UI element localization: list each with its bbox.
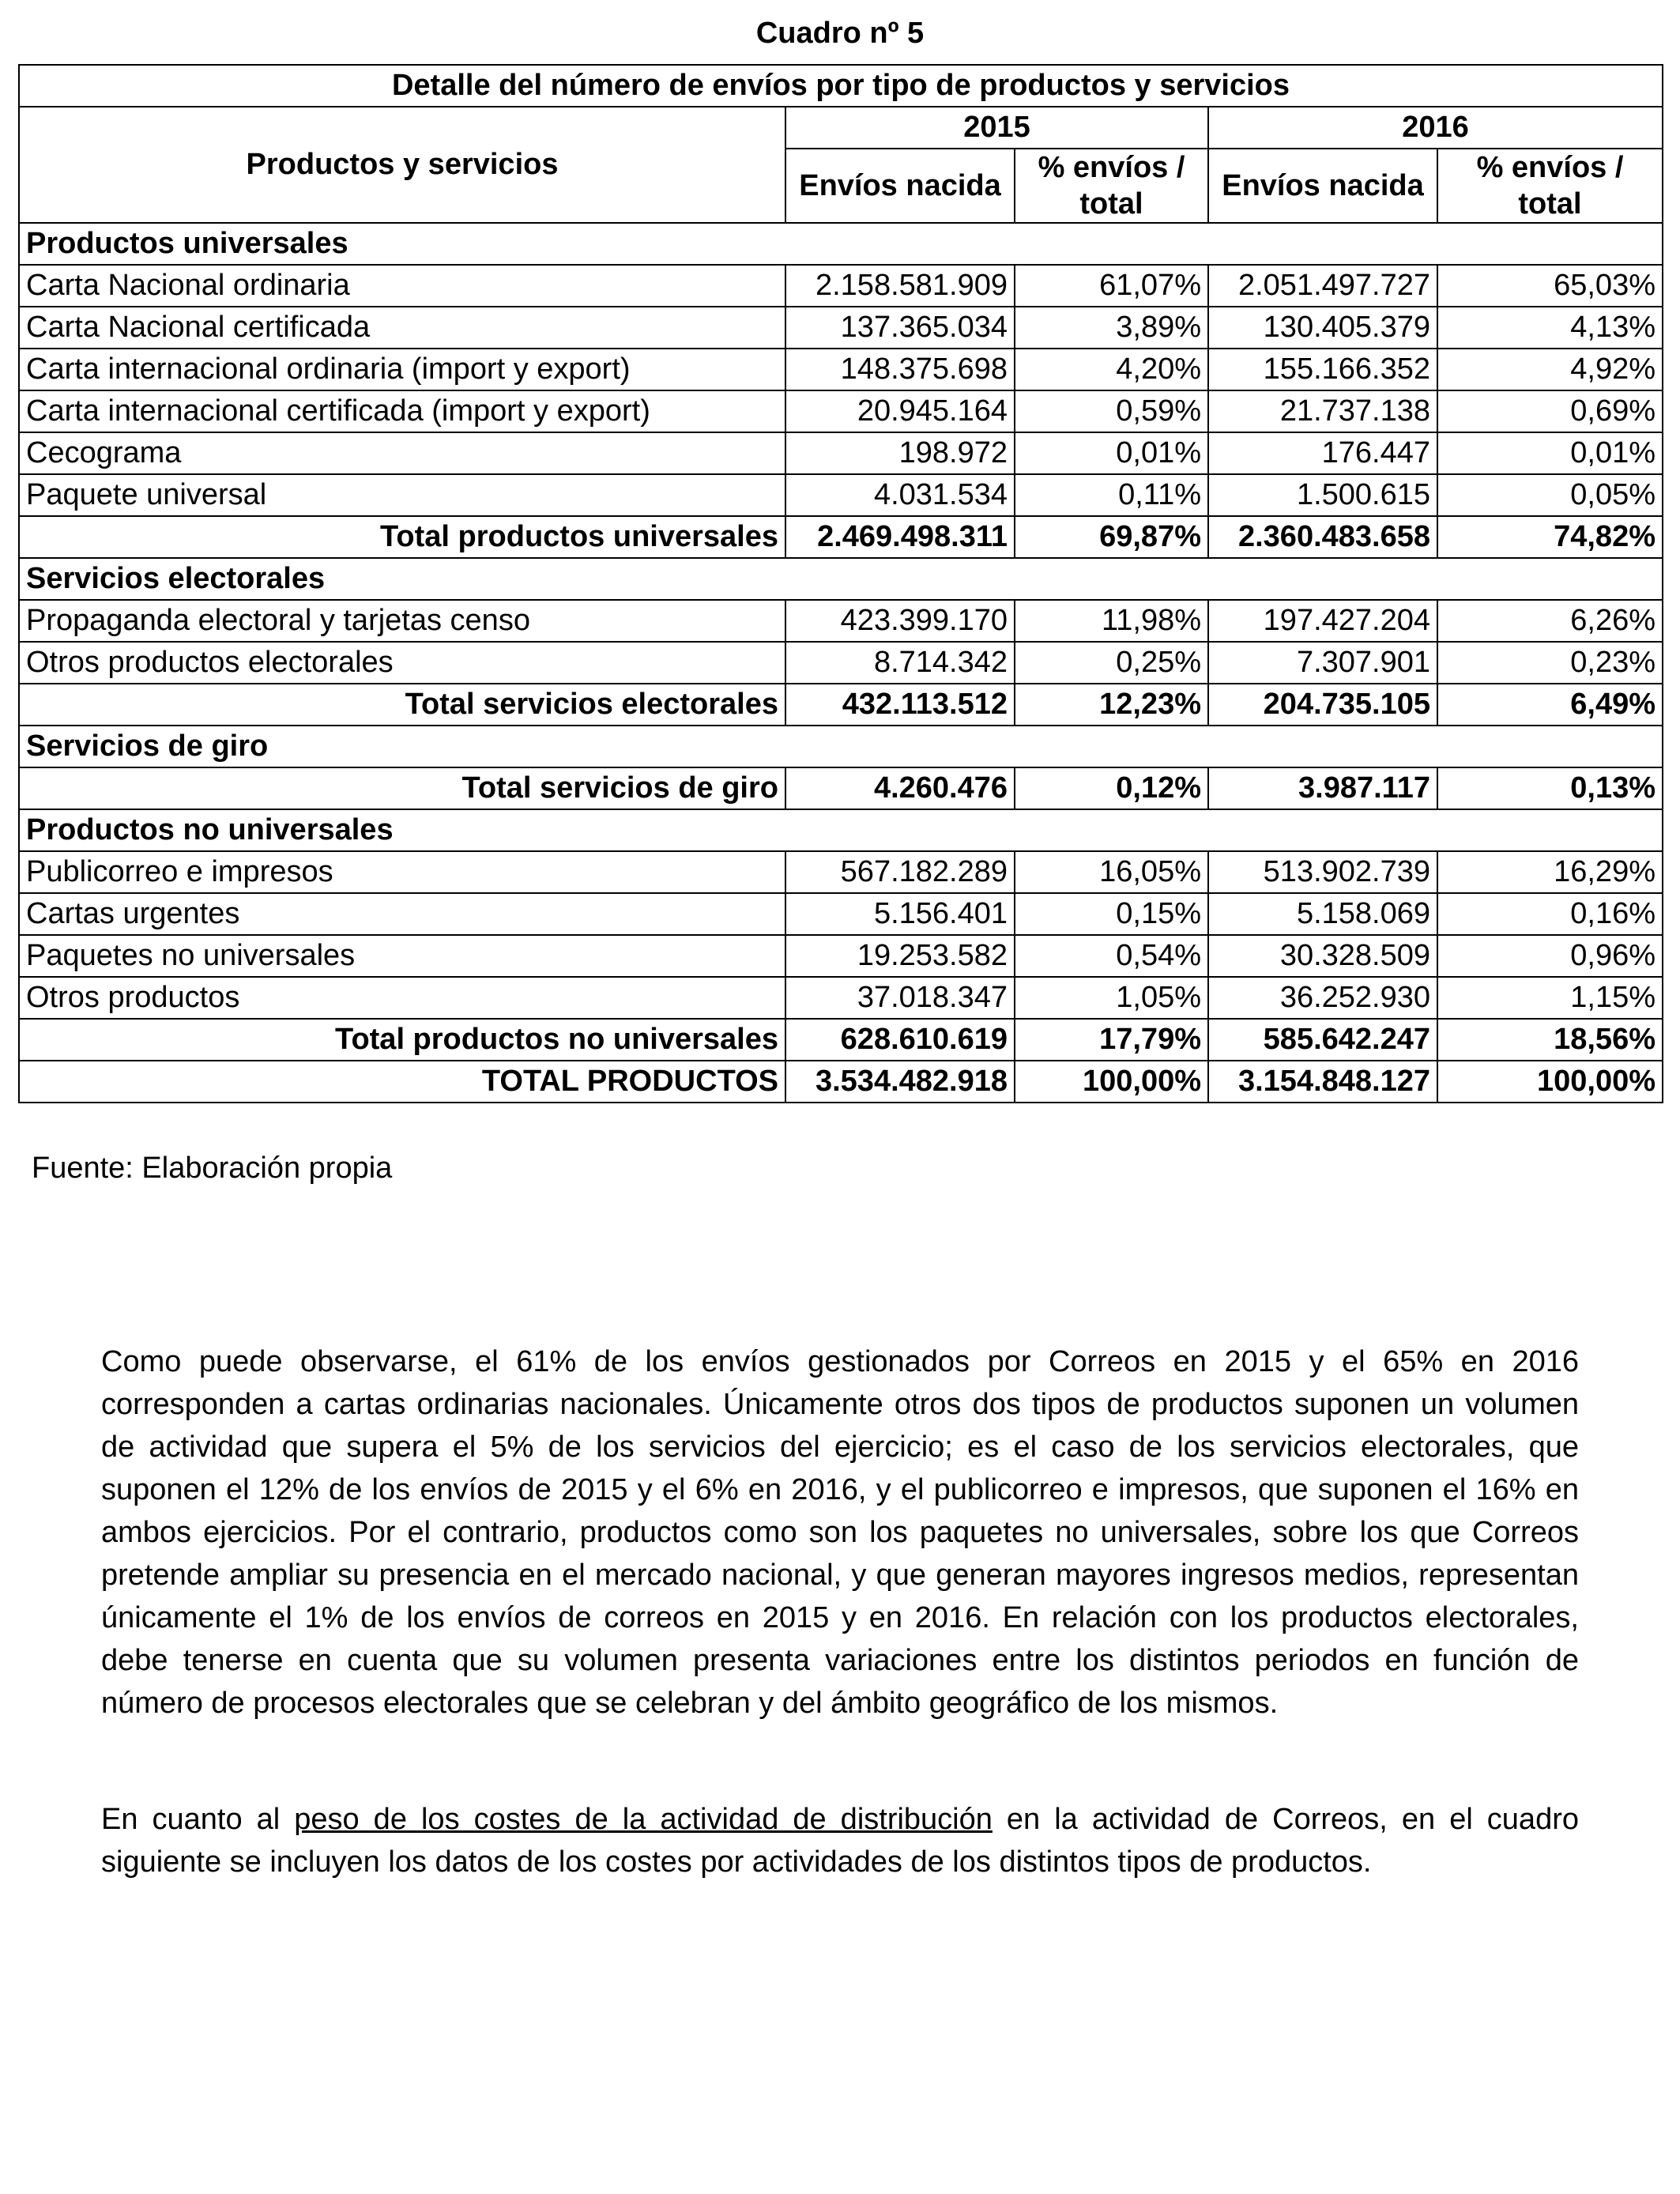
envios-2015-cell: 432.113.512 [785,684,1015,726]
paragraph-analysis: Como puede observarse, el 61% de los envíos gestionados por Correos en 2015 y el 65% en 2016 corresponden a cartas ordinarias nacionales. Únicamente otros dos tipos de productos suponen un volumen de actividad que supera el 5% de los servicios del ejercicio; es el caso de los servicios electorales, que suponen el 12% de los envíos de 2015 y el 6% en 2016, y el publicorreo e impresos, que suponen el 16% en ambos ejercicios. Por el contrario, productos como son los paquetes no universales, sobre los que Correos pretende ampliar su presencia en el mercado nacional, y que generan mayores ingresos medios, representan únicamente el 1% de los envíos de correos en 2015 y en 2016. En relación con los productos electorales, debe tenerse en cuenta que su volumen presenta variaciones entre los distintos periodos en función de número de procesos electorales que se celebran y del ámbito geográfico de los mismos. [101,1345,1579,1720]
pct-2015-cell: 3,89% [1015,307,1208,349]
pct-2016-cell: 65,03% [1437,265,1663,307]
table-row [19,307,1663,349]
pct-2016-cell: 0,96% [1437,935,1663,977]
envios-2015-cell: 5.156.401 [785,893,1015,935]
envios-2015-cell: 8.714.342 [785,642,1015,684]
table-row [19,432,1663,474]
row-label: Total productos universales [19,516,785,558]
envios-2016-cell: 5.158.069 [1208,893,1437,935]
envios-2015-cell: 2.469.498.311 [785,516,1015,558]
envios-2015-cell: 148.375.698 [785,349,1015,390]
section-title: Productos no universales [19,809,1663,851]
table-row [19,893,1663,935]
row-label: Total servicios de giro [19,767,785,809]
envios-2016-cell: 3.987.117 [1208,767,1437,809]
section-title: Productos universales [19,223,1663,265]
row-label: Carta Nacional ordinaria [19,265,785,307]
section-header-row [19,223,1663,265]
pct-2016-cell: 0,16% [1437,893,1663,935]
envios-2016-cell: 176.447 [1208,432,1437,474]
pct-2016-cell: 6,49% [1437,684,1663,726]
table-body [19,223,1663,1103]
table-row [19,390,1663,432]
total-row [19,516,1663,558]
pct-2015-cell: 11,98% [1015,600,1208,642]
pct-2016-cell: 0,69% [1437,390,1663,432]
row-label: Publicorreo e impresos [19,851,785,893]
envios-2015-cell: 567.182.289 [785,851,1015,893]
envios-2015-cell: 137.365.034 [785,307,1015,349]
envios-2016-cell: 30.328.509 [1208,935,1437,977]
pct-2015-cell: 12,23% [1015,684,1208,726]
pct-2015-cell: 0,59% [1015,390,1208,432]
pct-2015-cell: 0,54% [1015,935,1208,977]
envios-2016-cell: 3.154.848.127 [1208,1061,1437,1103]
row-label: Carta Nacional certificada [19,307,785,349]
table-row [19,474,1663,516]
total-row [19,1019,1663,1061]
pct-2015-cell: 0,01% [1015,432,1208,474]
year-2015-header: 2015 [785,107,1208,149]
envios-2016-cell: 21.737.138 [1208,390,1437,432]
table-row [19,600,1663,642]
envios-2016-cell: 130.405.379 [1208,307,1437,349]
envios-2016-cell: 513.902.739 [1208,851,1437,893]
envios-2015-cell: 3.534.482.918 [785,1061,1015,1103]
pct-2015-cell: 1,05% [1015,977,1208,1019]
pct-2016-header: % envíos / total [1437,149,1663,223]
row-label: Total productos no universales [19,1019,785,1061]
row-label: Cartas urgentes [19,893,785,935]
envios-2015-cell: 4.031.534 [785,474,1015,516]
envios-2015-cell: 2.158.581.909 [785,265,1015,307]
pct-2016-cell: 74,82% [1437,516,1663,558]
row-label: Total servicios electorales [19,684,785,726]
section-header-row [19,558,1663,600]
source-note: Fuente: Elaboración propia [32,1152,393,1185]
row-label: Otros productos electorales [19,642,785,684]
envios-2015-cell: 19.253.582 [785,935,1015,977]
pct-2016-cell: 0,13% [1437,767,1663,809]
section-title: Servicios de giro [19,726,1663,767]
envios-2016-cell: 2.360.483.658 [1208,516,1437,558]
year-2016-header: 2016 [1208,107,1663,149]
table-caption: Detalle del número de envíos por tipo de productos y servicios [19,65,1663,107]
paragraph-costs-rest: en la actividad de Correos, en el cuadro siguiente se incluyen los datos de los costes por actividades de los distintos tipos de productos. [101,1803,1579,1879]
pct-2016-cell: 1,15% [1437,977,1663,1019]
table-row [19,265,1663,307]
pct-2015-cell: 16,05% [1015,851,1208,893]
section-title: Servicios electorales [19,558,1663,600]
row-label: Paquete universal [19,474,785,516]
table-caption-row [19,65,1663,107]
paragraph-costs-lead: En cuanto al [101,1803,295,1836]
pct-2016-cell: 0,01% [1437,432,1663,474]
pct-2015-cell: 69,87% [1015,516,1208,558]
total-row [19,767,1663,809]
pct-2015-cell: 0,11% [1015,474,1208,516]
pct-2015-cell: 100,00% [1015,1061,1208,1103]
row-label: Propaganda electoral y tarjetas censo [19,600,785,642]
envios-2015-cell: 423.399.170 [785,600,1015,642]
pct-2016-cell: 4,13% [1437,307,1663,349]
row-label: TOTAL PRODUCTOS [19,1061,785,1103]
envios-2015-cell: 4.260.476 [785,767,1015,809]
row-label: Otros productos [19,977,785,1019]
table-row [19,349,1663,390]
envios-2015-cell: 37.018.347 [785,977,1015,1019]
envios-2016-cell: 1.500.615 [1208,474,1437,516]
pct-2016-cell: 4,92% [1437,349,1663,390]
pct-2015-cell: 0,12% [1015,767,1208,809]
year-header-row [19,107,1663,149]
shipments-table [18,64,1663,1103]
pct-2016-cell: 18,56% [1437,1019,1663,1061]
row-label: Cecograma [19,432,785,474]
table-row [19,642,1663,684]
row-label: Carta internacional certificada (import y export) [19,390,785,432]
pct-2015-cell: 61,07% [1015,265,1208,307]
underlined-phrase: peso de los costes de la actividad de distribución [294,1803,993,1836]
paragraph-costs-intro [101,1798,1579,1883]
products-column-header: Productos y servicios [19,107,785,223]
pct-2016-cell: 6,26% [1437,600,1663,642]
section-header-row [19,809,1663,851]
pct-2016-cell: 0,05% [1437,474,1663,516]
table-row [19,977,1663,1019]
pct-2016-cell: 100,00% [1437,1061,1663,1103]
envios-2016-cell: 7.307.901 [1208,642,1437,684]
pct-2015-cell: 4,20% [1015,349,1208,390]
table-row [19,851,1663,893]
envios-2016-cell: 204.735.105 [1208,684,1437,726]
pct-2015-cell: 0,15% [1015,893,1208,935]
pct-2016-cell: 0,23% [1437,642,1663,684]
row-label: Paquetes no universales [19,935,785,977]
envios-2015-cell: 198.972 [785,432,1015,474]
envios-2016-cell: 155.166.352 [1208,349,1437,390]
row-label: Carta internacional ordinaria (import y export) [19,349,785,390]
envios-2015-cell: 628.610.619 [785,1019,1015,1061]
table-row [19,935,1663,977]
envios-2015-header: Envíos nacida [785,149,1015,223]
pct-2015-header: % envíos / total [1015,149,1208,223]
envios-2015-cell: 20.945.164 [785,390,1015,432]
pct-2016-cell: 16,29% [1437,851,1663,893]
pct-2015-cell: 17,79% [1015,1019,1208,1061]
table-title: Cuadro nº 5 [755,17,925,50]
envios-2016-cell: 36.252.930 [1208,977,1437,1019]
pct-2015-cell: 0,25% [1015,642,1208,684]
envios-2016-cell: 585.642.247 [1208,1019,1437,1061]
total-row [19,684,1663,726]
envios-2016-cell: 2.051.497.727 [1208,265,1437,307]
total-row [19,1061,1663,1103]
section-header-row [19,726,1663,767]
envios-2016-cell: 197.427.204 [1208,600,1437,642]
envios-2016-header: Envíos nacida [1208,149,1437,223]
